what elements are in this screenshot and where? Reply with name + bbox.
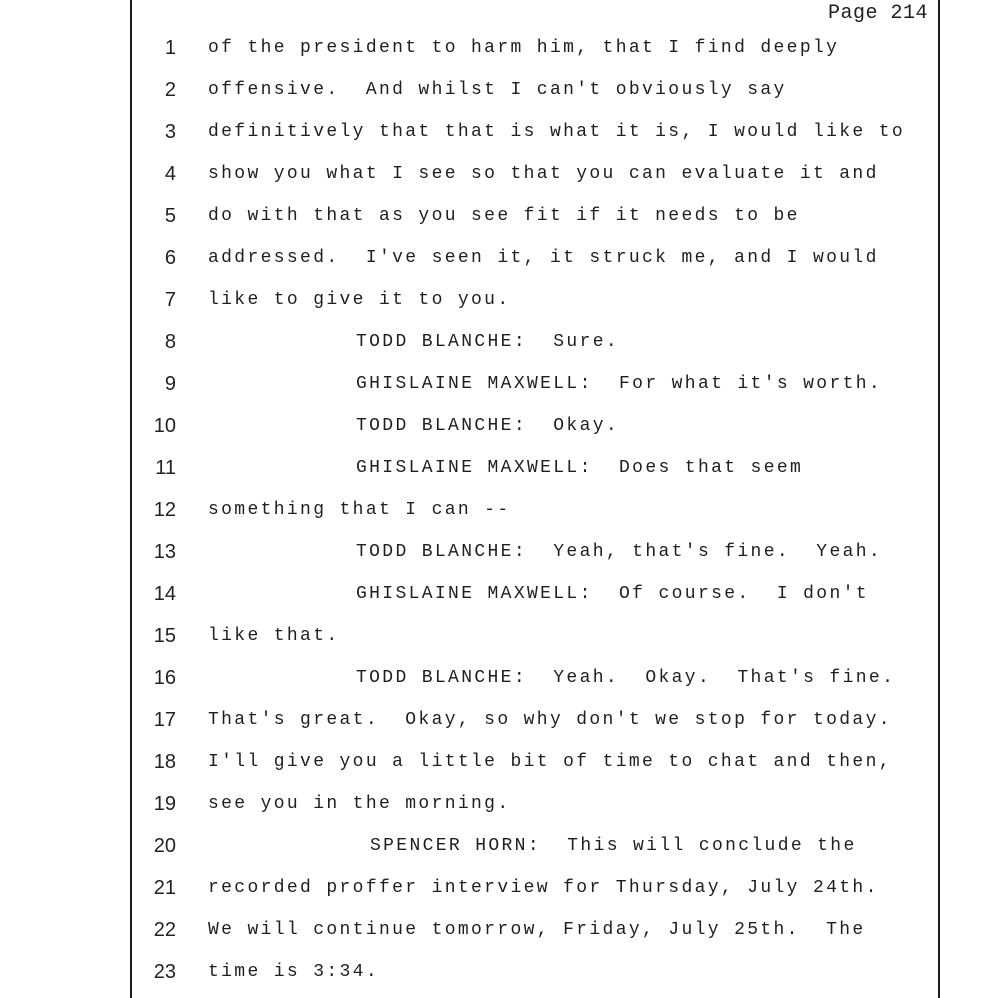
speaker-line-text: GHISLAINE MAXWELL: Does that seem <box>356 458 804 478</box>
line-number: 9 <box>164 373 176 395</box>
line-number: 11 <box>155 457 176 479</box>
transcript-line <box>132 533 938 575</box>
line-number: 17 <box>153 709 176 731</box>
line-number: 16 <box>153 667 176 689</box>
line-number: 7 <box>164 289 176 311</box>
speaker-line-text: GHISLAINE MAXWELL: For what it's worth. <box>356 374 883 394</box>
line-number: 8 <box>164 331 176 353</box>
line-text: see you in the morning. <box>208 794 511 814</box>
line-text: like that. <box>208 626 340 646</box>
line-number: 5 <box>164 205 176 227</box>
transcript-line <box>132 869 938 911</box>
speaker-line-text: TODD BLANCHE: Sure. <box>356 332 620 352</box>
speaker-line-text: TODD BLANCHE: Yeah, that's fine. Yeah. <box>356 542 883 562</box>
transcript-line <box>132 743 938 785</box>
transcript-line <box>132 155 938 197</box>
speaker-line-text: TODD BLANCHE: Okay. <box>356 416 620 436</box>
line-text: recorded proffer interview for Thursday, July 24th. <box>208 878 879 898</box>
transcript-line <box>132 281 938 323</box>
line-text: show you what I see so that you can evaluate it and <box>208 164 879 184</box>
speaker-line-text: GHISLAINE MAXWELL: Of course. I don't <box>356 584 869 604</box>
line-number: 23 <box>153 961 176 983</box>
line-text: time is 3:34. <box>208 962 379 982</box>
transcript-line <box>132 617 938 659</box>
transcript-line <box>132 407 938 449</box>
line-number: 1 <box>164 37 176 59</box>
transcript-line <box>132 785 938 827</box>
line-number: 3 <box>164 121 176 143</box>
line-number: 19 <box>153 793 176 815</box>
line-text: We will continue tomorrow, Friday, July 25th. The <box>208 920 866 940</box>
line-text: I'll give you a little bit of time to chat and then, <box>208 752 892 772</box>
transcript-line <box>132 449 938 491</box>
line-text: like to give it to you. <box>208 290 511 310</box>
line-number: 15 <box>153 625 176 647</box>
transcript-line <box>132 575 938 617</box>
transcript-line <box>132 827 938 869</box>
line-number: 14 <box>153 583 176 605</box>
line-number: 4 <box>164 163 176 185</box>
transcript-line <box>132 71 938 113</box>
line-text: do with that as you see fit if it needs to be <box>208 206 800 226</box>
transcript-line <box>132 323 938 365</box>
transcript-line <box>132 491 938 533</box>
line-text: That's great. Okay, so why don't we stop for today. <box>208 710 892 730</box>
transcript-body <box>132 29 938 995</box>
line-text: of the president to harm him, that I find deeply <box>208 38 840 58</box>
transcript-line <box>132 197 938 239</box>
page-number: Page 214 <box>827 2 928 25</box>
line-text: definitively that that is what it is, I would like to <box>208 122 906 142</box>
transcript-line <box>132 701 938 743</box>
line-number: 6 <box>164 247 176 269</box>
line-number: 21 <box>153 877 176 899</box>
line-number: 13 <box>153 541 176 563</box>
line-number: 2 <box>164 79 176 101</box>
transcript-page <box>130 0 940 998</box>
transcript-line <box>132 113 938 155</box>
transcript-line <box>132 365 938 407</box>
transcript-line <box>132 239 938 281</box>
line-text: offensive. And whilst I can't obviously say <box>208 80 787 100</box>
speaker-line-text: TODD BLANCHE: Yeah. Okay. That's fine. <box>356 668 896 688</box>
line-number: 20 <box>153 835 176 857</box>
transcript-line <box>132 911 938 953</box>
line-number: 22 <box>153 919 176 941</box>
transcript-line <box>132 953 938 995</box>
line-text: addressed. I've seen it, it struck me, and I would <box>208 248 879 268</box>
line-number: 18 <box>153 751 176 773</box>
transcript-line <box>132 29 938 71</box>
line-number: 12 <box>153 499 176 521</box>
transcript-line <box>132 659 938 701</box>
line-text: something that I can -- <box>208 500 511 520</box>
speaker-line-text: SPENCER HORN: This will conclude the <box>370 836 857 856</box>
line-number: 10 <box>153 415 176 437</box>
